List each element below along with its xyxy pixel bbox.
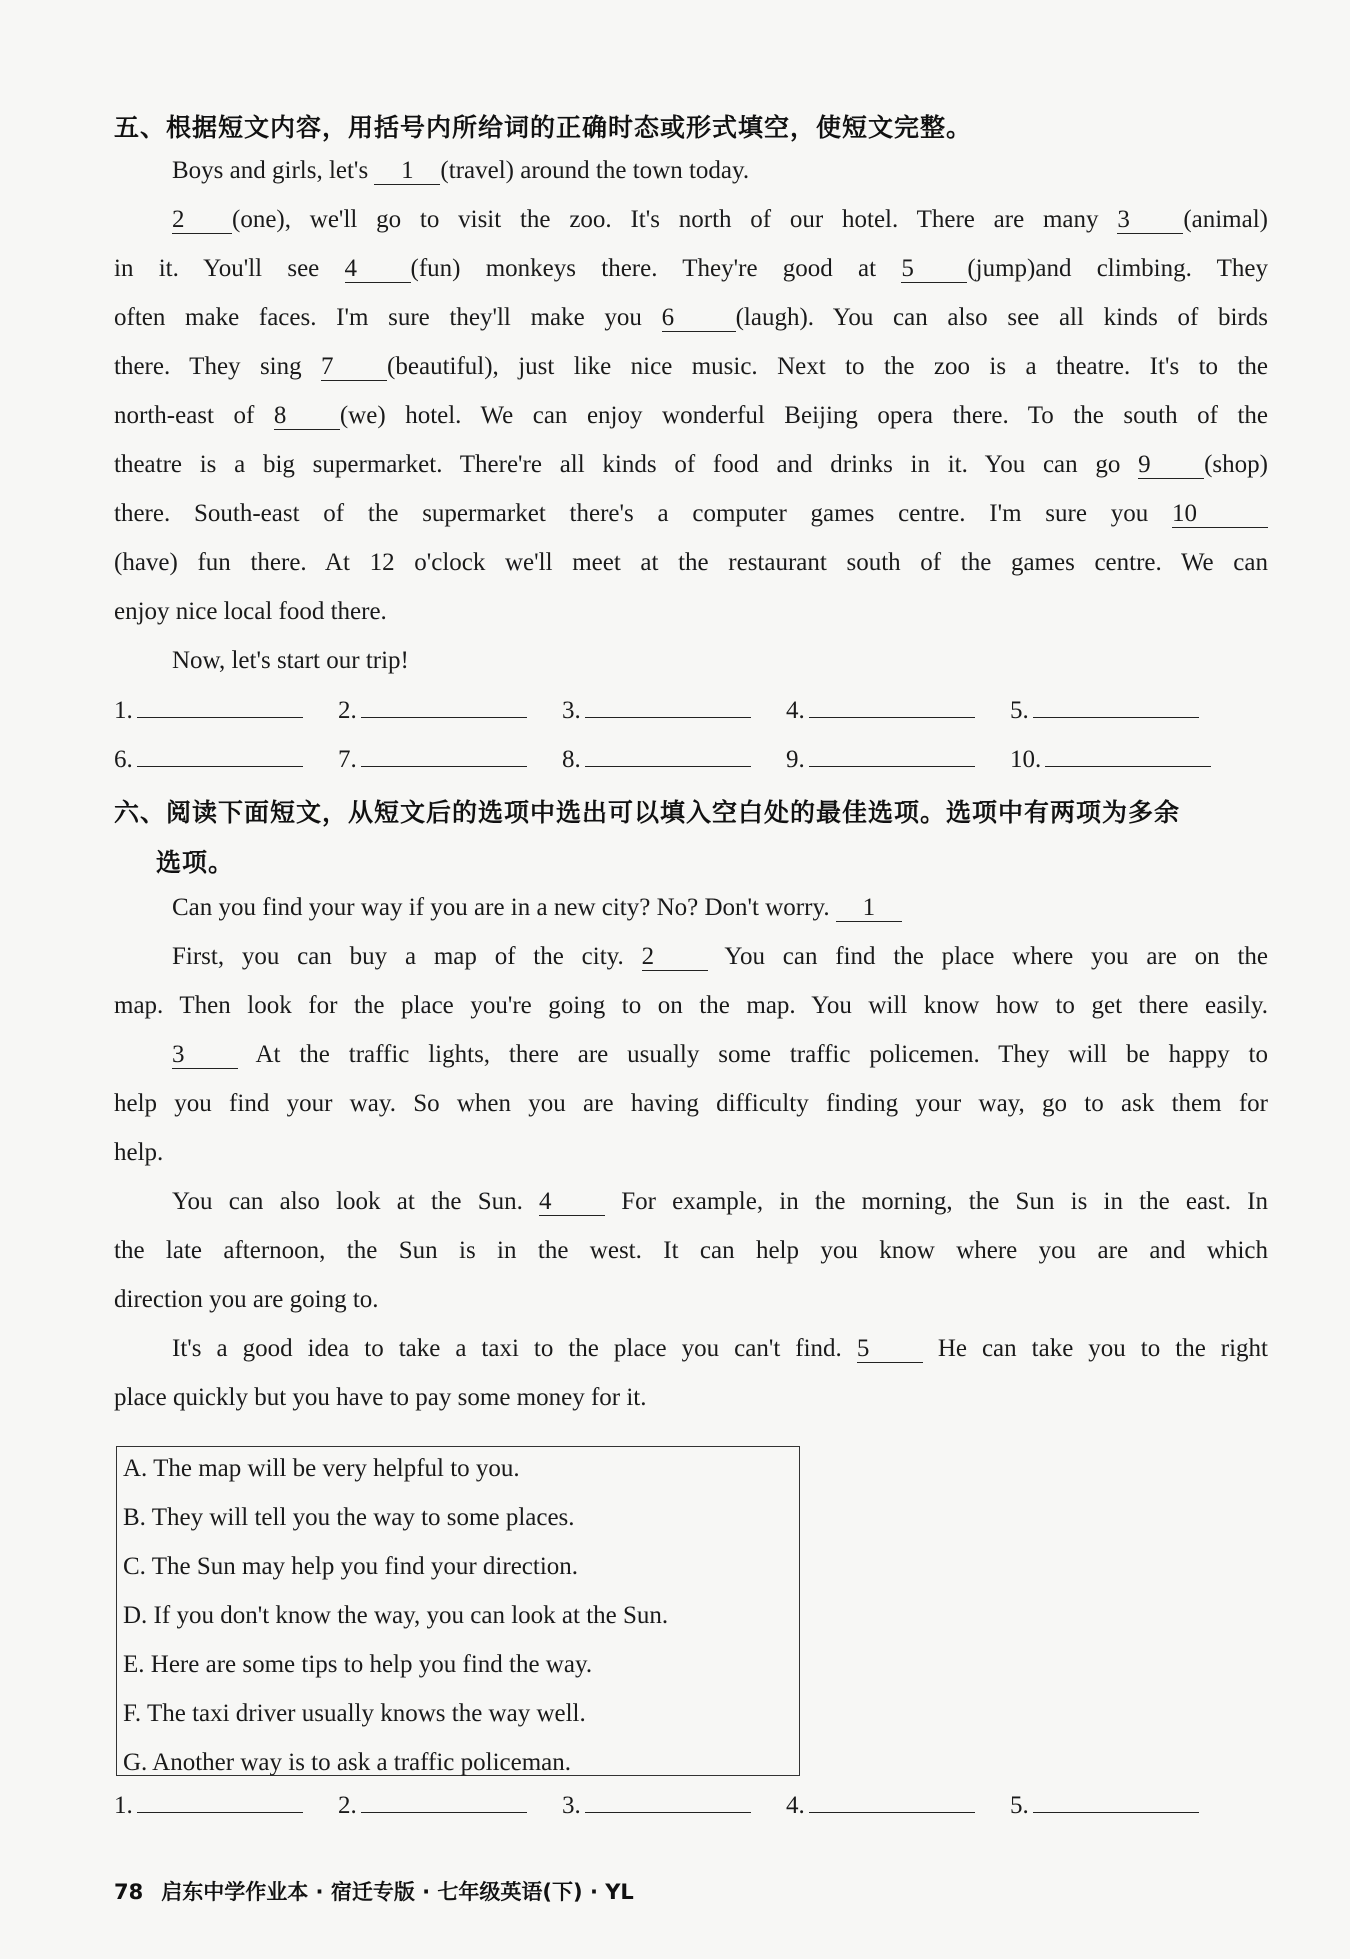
blank-5[interactable]: 5 bbox=[857, 1336, 923, 1363]
s5-line-4 bbox=[114, 303, 1268, 333]
text: (jump)and climbing. They bbox=[967, 255, 1269, 282]
s6-line-4 bbox=[172, 1040, 1268, 1070]
answer-slot[interactable] bbox=[1010, 695, 1199, 725]
answer-label: 4. bbox=[786, 697, 805, 724]
blank-1[interactable]: 1 bbox=[836, 895, 902, 922]
s6-line-11: place quickly but you have to pay some money for it. bbox=[114, 1384, 647, 1411]
blank-2[interactable]: 2 bbox=[642, 944, 708, 971]
answer-label: 5. bbox=[1010, 1792, 1029, 1819]
s6-line-2 bbox=[172, 942, 1268, 972]
answer-line[interactable] bbox=[585, 695, 751, 718]
page-footer bbox=[114, 1876, 634, 1906]
s6-line-1 bbox=[172, 893, 1268, 923]
answer-label: 2. bbox=[338, 1792, 357, 1819]
s6-line-5: help you find your way. So when you are having difficulty finding your way, go to ask them for bbox=[114, 1090, 1268, 1117]
answer-line[interactable] bbox=[137, 695, 303, 718]
s5-line-6 bbox=[114, 401, 1268, 431]
text: (one), we'll go to visit the zoo. It's north of our hotel. There are many bbox=[232, 206, 1118, 233]
answer-slot[interactable] bbox=[786, 1790, 975, 1820]
blank-6[interactable]: 6 bbox=[662, 305, 736, 332]
answer-label: 9. bbox=[786, 746, 805, 773]
answer-slot[interactable] bbox=[338, 744, 527, 774]
text: You can find the place where you are on the bbox=[707, 943, 1268, 970]
s5-line-5 bbox=[114, 352, 1268, 382]
answer-line[interactable] bbox=[1045, 744, 1211, 767]
text: there. South-east of the supermarket there's a computer games centre. I'm sure you bbox=[114, 500, 1172, 527]
text: First, you can buy a map of the city. bbox=[172, 943, 642, 970]
answer-line[interactable] bbox=[1033, 695, 1199, 718]
s5-line-11: Now, let's start our trip! bbox=[172, 647, 409, 674]
blank-4[interactable]: 4 bbox=[539, 1189, 605, 1216]
answer-slot[interactable] bbox=[114, 744, 303, 774]
answer-slot[interactable] bbox=[338, 695, 527, 725]
answer-slot[interactable] bbox=[338, 1790, 527, 1820]
blank-9[interactable]: 9 bbox=[1138, 452, 1204, 479]
section-6-title-cont: 选项。 bbox=[156, 848, 235, 877]
answer-label: 6. bbox=[114, 746, 133, 773]
text: Boys and girls, let's bbox=[172, 157, 375, 184]
answer-line[interactable] bbox=[585, 1790, 751, 1813]
answer-line[interactable] bbox=[361, 1790, 527, 1813]
text: often make faces. I'm sure they'll make you bbox=[114, 304, 662, 331]
option-d: D. If you don't know the way, you can look at the Sun. bbox=[123, 1602, 669, 1629]
answer-slot[interactable] bbox=[786, 744, 975, 774]
book-title: 启东中学作业本 · 宿迁专版 · 七年级英语(下) · YL bbox=[161, 1880, 634, 1904]
s5-line-2 bbox=[172, 205, 1268, 235]
answer-label: 4. bbox=[786, 1792, 805, 1819]
option-b: B. They will tell you the way to some places. bbox=[123, 1504, 575, 1531]
option-a: A. The map will be very helpful to you. bbox=[123, 1455, 520, 1482]
answer-slot[interactable] bbox=[114, 695, 303, 725]
blank-4[interactable]: 4 bbox=[345, 256, 411, 283]
answer-slot[interactable] bbox=[114, 1790, 303, 1820]
s6-line-7 bbox=[172, 1187, 1268, 1217]
text: (we) hotel. We can enjoy wonderful Beijing opera there. To the south of the bbox=[339, 402, 1268, 429]
answer-label: 10. bbox=[1010, 746, 1042, 773]
blank-3[interactable]: 3 bbox=[172, 1042, 238, 1069]
answer-line[interactable] bbox=[809, 695, 975, 718]
text: (animal) bbox=[1183, 206, 1268, 233]
blank-8[interactable]: 8 bbox=[274, 403, 340, 430]
blank-5[interactable]: 5 bbox=[901, 256, 967, 283]
text: Can you find your way if you are in a new city? No? Don't worry. bbox=[172, 894, 836, 921]
section-5-title: 五、根据短文内容，用括号内所给词的正确时态或形式填空，使短文完整。 bbox=[114, 113, 973, 142]
answer-slot[interactable] bbox=[1010, 744, 1211, 774]
answer-slot[interactable] bbox=[562, 1790, 751, 1820]
text: (laugh). You can also see all kinds of birds bbox=[735, 304, 1268, 331]
page-number: 78 bbox=[114, 1880, 144, 1904]
s5-line-8 bbox=[114, 499, 1268, 529]
answer-line[interactable] bbox=[585, 744, 751, 767]
option-f: F. The taxi driver usually knows the way well. bbox=[123, 1700, 586, 1727]
s6-line-6: help. bbox=[114, 1139, 164, 1166]
text: (beautiful), just like nice music. Next to the zoo is a theatre. It's to the bbox=[387, 353, 1268, 380]
answer-label: 3. bbox=[562, 1792, 581, 1819]
answer-line[interactable] bbox=[809, 1790, 975, 1813]
text: You can also look at the Sun. bbox=[172, 1188, 540, 1215]
s5-line-7 bbox=[114, 450, 1268, 480]
blank-1[interactable]: 1 bbox=[374, 158, 440, 185]
blank-2[interactable]: 2 bbox=[172, 207, 232, 234]
option-e: E. Here are some tips to help you find the way. bbox=[123, 1651, 593, 1678]
answer-label: 5. bbox=[1010, 697, 1029, 724]
s5-line-1 bbox=[172, 156, 1268, 186]
answer-label: 1. bbox=[114, 697, 133, 724]
answer-label: 8. bbox=[562, 746, 581, 773]
s5-line-10: enjoy nice local food there. bbox=[114, 598, 387, 625]
s6-line-8: the late afternoon, the Sun is in the west. It can help you know where you are and which bbox=[114, 1237, 1268, 1264]
answer-label: 1. bbox=[114, 1792, 133, 1819]
text: (shop) bbox=[1204, 451, 1268, 478]
answer-line[interactable] bbox=[1033, 1790, 1199, 1813]
s6-line-10 bbox=[172, 1334, 1268, 1364]
text: (travel) around the town today. bbox=[440, 157, 750, 184]
answer-slot[interactable] bbox=[562, 695, 751, 725]
s5-line-9: (have) fun there. At 12 o'clock we'll meet at the restaurant south of the games centre. We can bbox=[114, 549, 1268, 576]
answer-line[interactable] bbox=[361, 695, 527, 718]
answer-label: 3. bbox=[562, 697, 581, 724]
answer-slot[interactable] bbox=[562, 744, 751, 774]
blank-3[interactable]: 3 bbox=[1117, 207, 1183, 234]
section-6-title: 六、阅读下面短文，从短文后的选项中选出可以填入空白处的最佳选项。选项中有两项为多余 bbox=[114, 798, 1181, 827]
s5-line-3 bbox=[114, 254, 1268, 284]
answer-slot[interactable] bbox=[1010, 1790, 1199, 1820]
answer-label: 2. bbox=[338, 697, 357, 724]
text: At the traffic lights, there are usually some traffic policemen. They will be happy to bbox=[238, 1041, 1268, 1068]
text: It's a good idea to take a taxi to the place you can't find. bbox=[172, 1335, 857, 1362]
answer-label: 7. bbox=[338, 746, 357, 773]
answer-line[interactable] bbox=[361, 744, 527, 767]
answer-line[interactable] bbox=[809, 744, 975, 767]
answer-line[interactable] bbox=[137, 1790, 303, 1813]
answer-line[interactable] bbox=[137, 744, 303, 767]
option-g: G. Another way is to ask a traffic policeman. bbox=[123, 1749, 572, 1776]
s6-line-9: direction you are going to. bbox=[114, 1286, 379, 1313]
text: (fun) monkeys there. They're good at bbox=[410, 255, 902, 282]
text: north-east of bbox=[114, 402, 274, 429]
text: theatre is a big supermarket. There're all kinds of food and drinks in it. You can go bbox=[114, 451, 1139, 478]
s6-line-3: map. Then look for the place you're going to on the map. You will know how to get there easily. bbox=[114, 992, 1268, 1019]
answer-slot[interactable] bbox=[786, 695, 975, 725]
text: in it. You'll see bbox=[114, 255, 345, 282]
blank-10[interactable]: 10 bbox=[1172, 501, 1268, 528]
option-c: C. The Sun may help you find your direction. bbox=[123, 1553, 579, 1580]
text: there. They sing bbox=[114, 353, 322, 380]
blank-7[interactable]: 7 bbox=[321, 354, 387, 381]
text: For example, in the morning, the Sun is in the east. In bbox=[605, 1188, 1269, 1215]
text: He can take you to the right bbox=[922, 1335, 1269, 1362]
options-box bbox=[116, 1446, 800, 1776]
